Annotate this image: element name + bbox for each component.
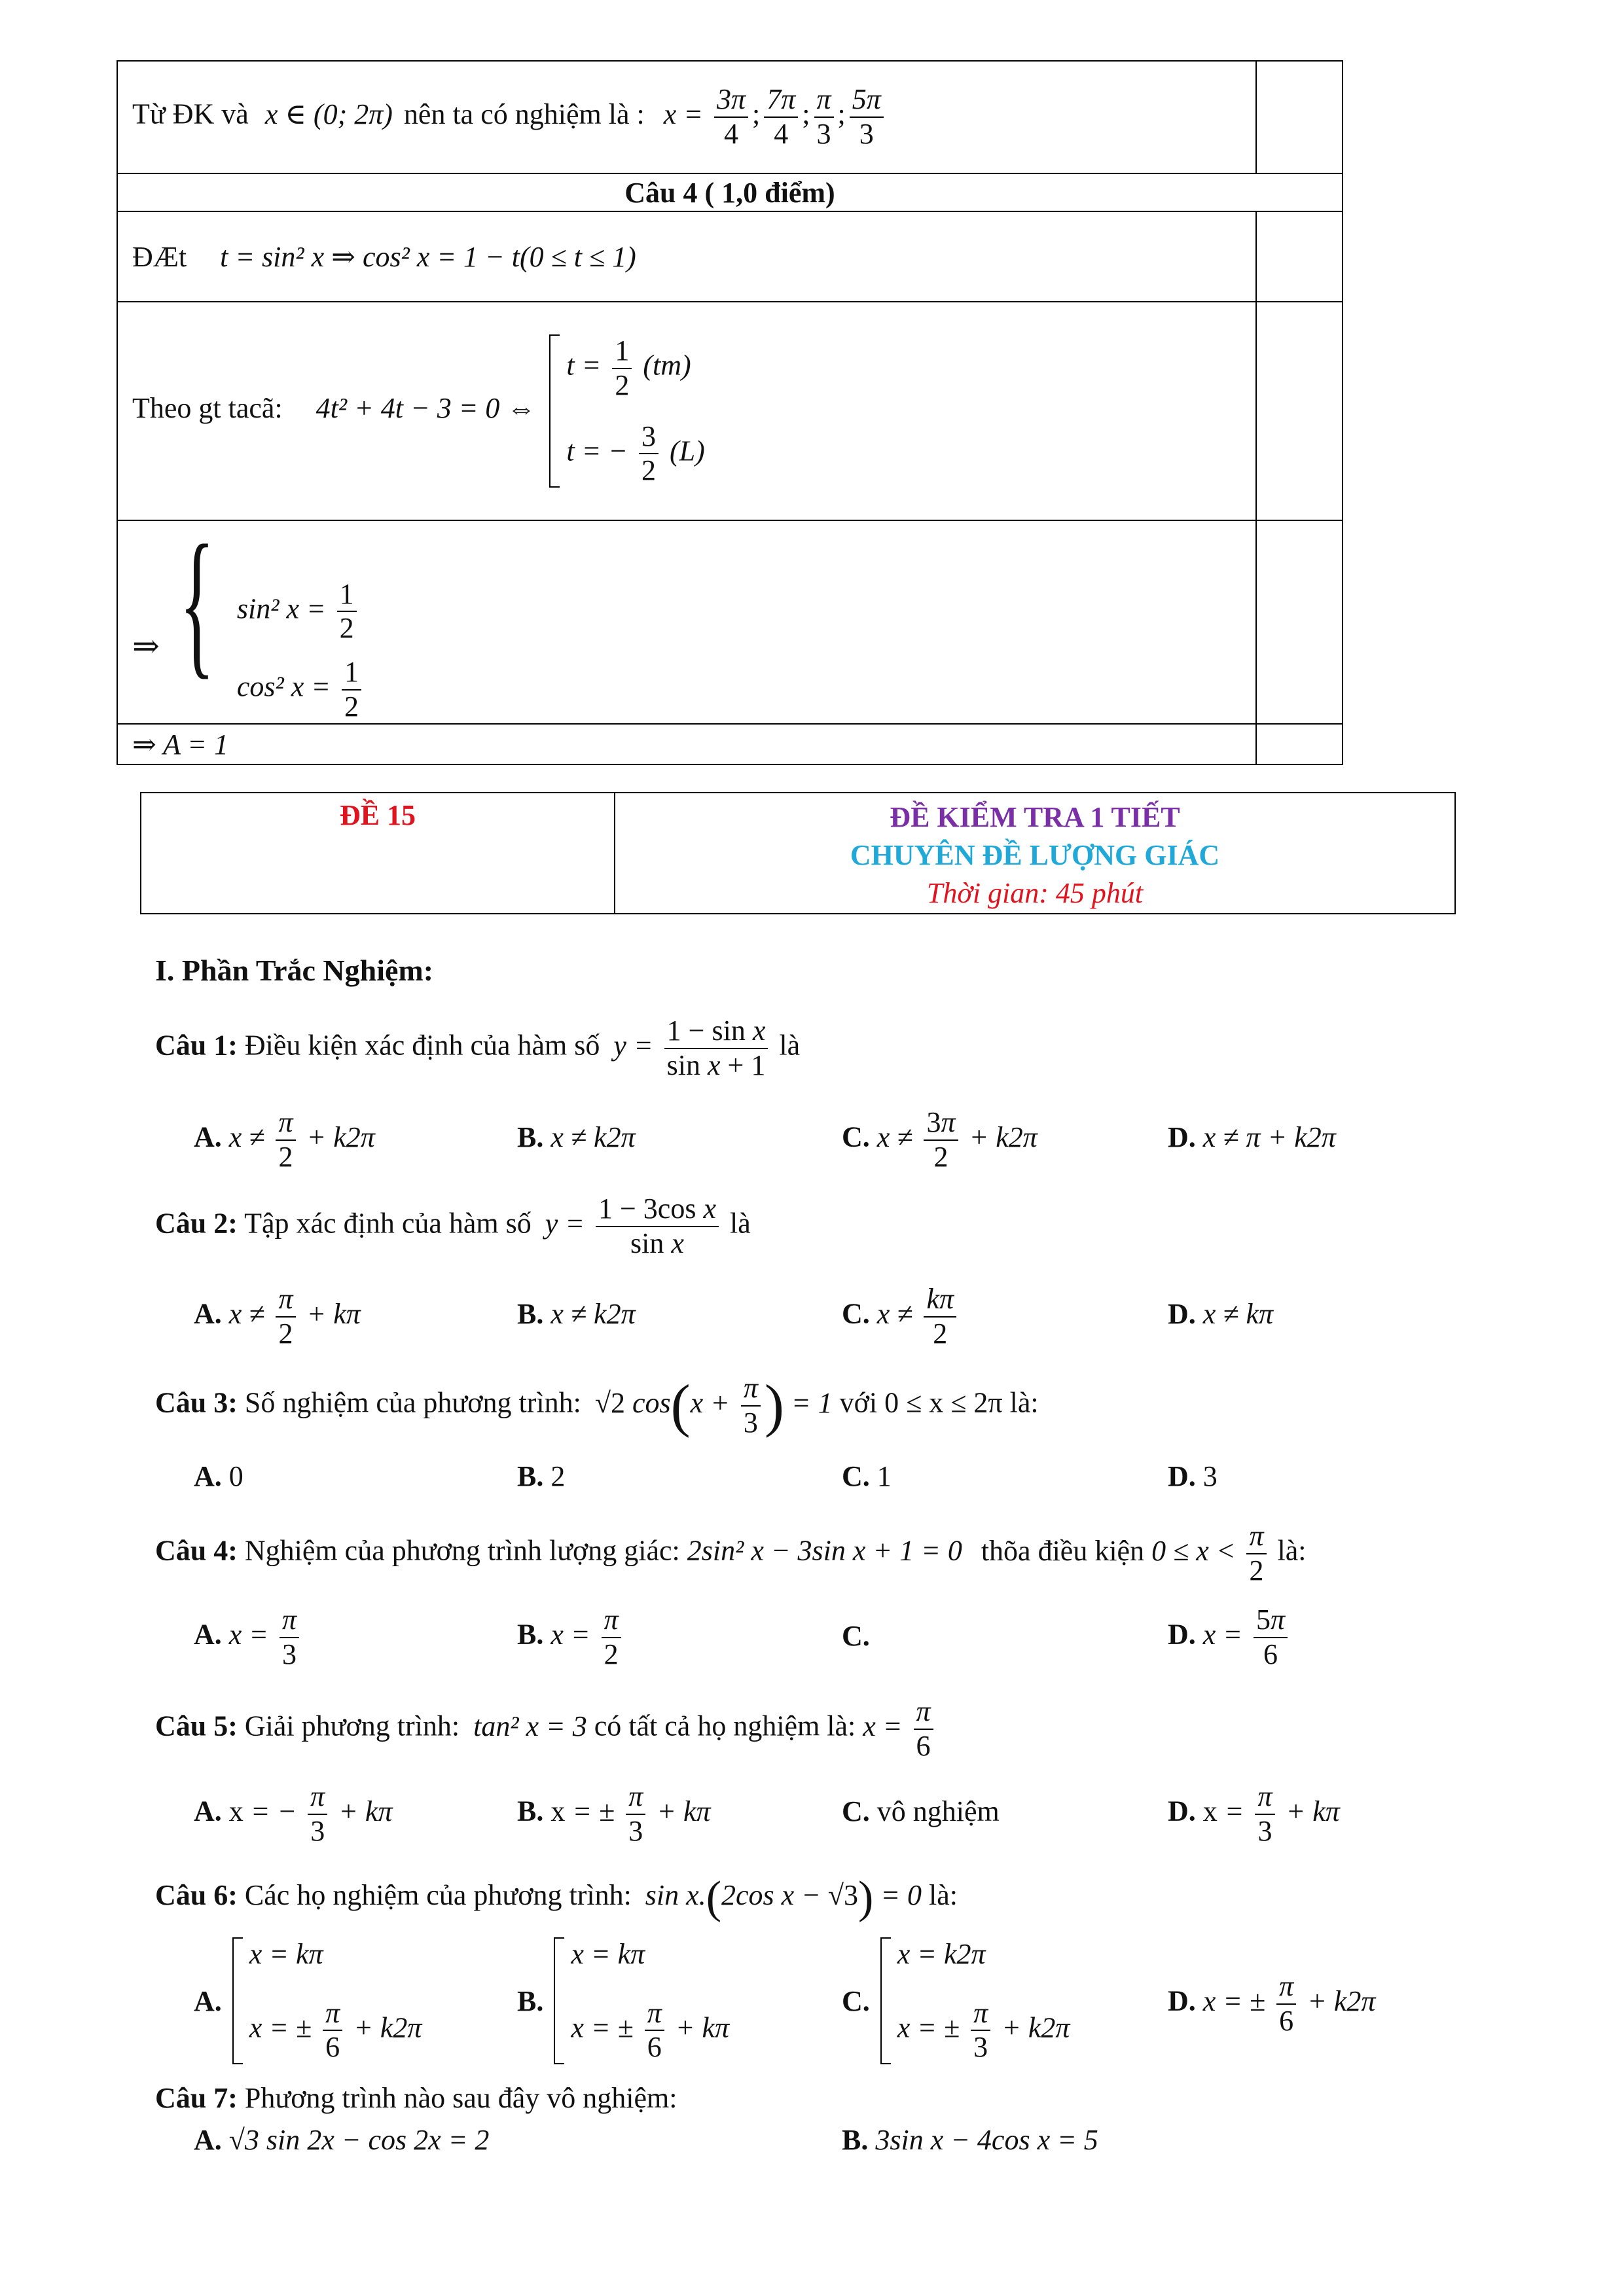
row1-text: Từ ĐK và bbox=[132, 98, 249, 131]
question-5 bbox=[155, 1695, 937, 1763]
section-title: I. Phần Trắc Nghiệm: bbox=[155, 954, 434, 987]
q2-option-a[interactable]: A. x ≠ $\frac{\pi}{2}$ + kπ bbox=[194, 1283, 361, 1350]
exam-title: ĐỀ KIỂM TRA 1 TIẾT bbox=[890, 801, 1180, 833]
q2-tail: là bbox=[729, 1207, 751, 1240]
row4-text: Theo gt tacã: bbox=[132, 392, 283, 425]
q1-option-d[interactable]: D. x ≠ π + k2π bbox=[1168, 1121, 1336, 1153]
row4-cases bbox=[549, 334, 704, 488]
solution-table bbox=[117, 60, 1343, 765]
q7-option-b[interactable]: B. 3sin x − 4cos x = 5 bbox=[842, 2124, 1098, 2156]
question-2 bbox=[155, 1193, 751, 1260]
q2-option-b[interactable]: B. x ≠ k2π bbox=[517, 1298, 636, 1330]
q1-tail: là bbox=[779, 1029, 801, 1062]
q5-mid: có tất cả họ nghiệm là: bbox=[594, 1710, 856, 1742]
score-cell-6 bbox=[1256, 724, 1343, 764]
q1-option-a[interactable]: A. x ≠ $\frac{\pi}{2}$ + k2π bbox=[194, 1106, 375, 1173]
q7-option-a[interactable]: A. √3 sin 2x − cos 2x = 2 bbox=[194, 2124, 490, 2156]
row3-math: t = sin² x ⇒ cos² x = 1 − t(0 ≤ t ≤ 1) bbox=[220, 240, 636, 273]
score-cell-5 bbox=[1256, 520, 1343, 724]
score-cell-1 bbox=[1256, 61, 1343, 173]
q1-option-c[interactable]: C. x ≠ $\frac{3\pi}{2}$ + k2π bbox=[842, 1106, 1038, 1173]
q3-tail: với 0 ≤ x ≤ 2π là: bbox=[839, 1386, 1039, 1419]
score-cell-3 bbox=[1256, 211, 1343, 302]
row5-line-2: cos² x = $\frac{1}{2}$ bbox=[237, 656, 365, 723]
q3-option-b[interactable]: B. 2 bbox=[517, 1460, 566, 1492]
score-cell-4 bbox=[1256, 302, 1343, 520]
exam-topic: CHUYÊN ĐỀ LƯỢNG GIÁC bbox=[850, 839, 1220, 871]
q6-option-a[interactable]: A. x = kπ x = ± $\frac{\pi}{6}$ + k2π bbox=[194, 1938, 422, 2064]
q5-label: Câu 5: bbox=[155, 1710, 238, 1742]
row1-answer-x: x = bbox=[663, 98, 703, 131]
question-3 bbox=[155, 1372, 1039, 1439]
row3-text: ĐÆt bbox=[132, 240, 187, 273]
q3-option-d[interactable]: D. 3 bbox=[1168, 1460, 1218, 1492]
q4-label: Câu 4: bbox=[155, 1534, 238, 1567]
q2-label: Câu 2: bbox=[155, 1207, 238, 1240]
q6-option-d[interactable]: D. x = ± $\frac{\pi}{6}$ + k2π bbox=[1168, 1970, 1376, 2037]
q7-label: Câu 7: bbox=[155, 2082, 238, 2114]
solution-row-5 bbox=[117, 512, 1256, 724]
solution-row-1: Từ ĐK và x ∈ (0; 2π) nên ta có nghiệm là : x = $\frac{3\pi}{4}$ ; $\frac{7\pi}{4}$ ; $\frac{\pi}{3}$ ; $\frac{5\pi}{3}$ bbox=[117, 61, 1256, 173]
q2-formula: y = $\frac{\text{1 − 3cos x}}{\text{sin x}}$ bbox=[545, 1208, 723, 1240]
q1-text: Điều kiện xác định của hàm số bbox=[244, 1029, 600, 1062]
q4-text: Nghiệm của phương trình lượng giác: bbox=[244, 1534, 680, 1567]
implies-symbol: ⇒ bbox=[132, 628, 160, 664]
q4-mid: thõa điều kiện bbox=[981, 1534, 1145, 1567]
q5-option-c[interactable]: C. vô nghiệm bbox=[842, 1795, 1000, 1827]
q6-tail: là: bbox=[929, 1879, 958, 1912]
row5-line-1: sin² x = $\frac{1}{2}$ bbox=[237, 578, 365, 645]
solution-row-4 bbox=[117, 302, 1256, 520]
question-1 bbox=[155, 1014, 800, 1082]
q1-formula: y = $\frac{\text{1 − sin x}}{\text{sin x + 1}}$ bbox=[613, 1030, 772, 1062]
q5-tail-math: x = $\frac{\pi}{6}$ bbox=[863, 1710, 937, 1742]
exam-code: ĐỀ 15 bbox=[141, 793, 615, 914]
q4-option-a[interactable]: A. x = $\frac{\pi}{3}$ bbox=[194, 1604, 303, 1671]
q3-option-a[interactable]: A. 0 bbox=[194, 1460, 244, 1492]
q3-option-c[interactable]: C. 1 bbox=[842, 1460, 892, 1492]
q6-text: Các họ nghiệm của phương trình: bbox=[244, 1879, 632, 1912]
cau4-header: Câu 4 ( 1,0 điểm) bbox=[117, 173, 1343, 211]
q4-option-c[interactable]: C. bbox=[842, 1620, 870, 1652]
q5-text: Giải phương trình: bbox=[244, 1710, 460, 1742]
exam-duration: Thời gian: 45 phút bbox=[926, 877, 1144, 909]
q5-formula: tan² x = 3 bbox=[473, 1710, 587, 1742]
row1-frac-3: $\frac{\pi}{3}$ bbox=[814, 83, 834, 151]
curly-brace: { bbox=[179, 512, 215, 693]
exam-title-cell bbox=[615, 793, 1455, 914]
solution-row-3 bbox=[117, 211, 1256, 302]
q3-label: Câu 3: bbox=[155, 1386, 238, 1419]
q2-text: Tập xác định của hàm số bbox=[244, 1207, 532, 1240]
q4-cond: 0 ≤ x < $\frac{\pi}{2}$ bbox=[1151, 1535, 1270, 1567]
row1-frac-1: $\frac{3\pi}{4}$ bbox=[714, 83, 748, 151]
q2-option-c[interactable]: C. x ≠ $\frac{k\pi}{2}$ bbox=[842, 1283, 960, 1350]
q6-label: Câu 6: bbox=[155, 1879, 238, 1912]
q4-option-d[interactable]: D. x = $\frac{5\pi}{6}$ bbox=[1168, 1604, 1291, 1671]
row5-system bbox=[237, 578, 365, 723]
q3-text: Số nghiệm của phương trình: bbox=[244, 1386, 581, 1419]
row4-case-1: t = $\frac{1}{2}$ (tm) bbox=[566, 334, 691, 401]
q4-tail: là: bbox=[1277, 1534, 1307, 1567]
q7-text: Phương trình nào sau đây vô nghiệm: bbox=[244, 2082, 677, 2114]
q6-option-c[interactable]: C. x = k2π x = ± $\frac{\pi}{3}$ + k2π bbox=[842, 1938, 1070, 2064]
row1-mid: nên ta có nghiệm là : bbox=[403, 98, 645, 131]
solution-row-6: ⇒ A = 1 bbox=[117, 724, 1256, 764]
row1-frac-2: $\frac{7\pi}{4}$ bbox=[764, 83, 798, 151]
row1-cond: x ∈ (0; 2π) bbox=[264, 98, 393, 131]
square-bracket bbox=[549, 334, 560, 488]
question-4 bbox=[155, 1520, 1307, 1587]
row4-case-2: t = − $\frac{3}{2}$ (L) bbox=[566, 420, 705, 487]
question-6 bbox=[155, 1872, 958, 1924]
q5-option-b[interactable]: B. x = ± $\frac{\pi}{3}$ + kπ bbox=[517, 1780, 711, 1847]
q4-option-b[interactable]: B. x = $\frac{\pi}{2}$ bbox=[517, 1604, 625, 1671]
q2-option-d[interactable]: D. x ≠ kπ bbox=[1168, 1298, 1274, 1330]
q6-option-b[interactable]: B. x = kπ x = ± $\frac{\pi}{6}$ + kπ bbox=[517, 1938, 730, 2064]
row4-eq: 4t² + 4t − 3 = 0 ⇔ bbox=[316, 392, 536, 425]
question-7 bbox=[155, 2081, 677, 2115]
q1-label: Câu 1: bbox=[155, 1029, 238, 1062]
q3-formula: √2 cos(x + $\frac{\pi}{3}$ ) = 1 bbox=[594, 1372, 833, 1439]
q6-formula: sin x.(2cos x − √3) = 0 bbox=[645, 1873, 922, 1923]
q1-option-b[interactable]: B. x ≠ k2π bbox=[517, 1121, 636, 1153]
q5-option-a[interactable]: A. x = − $\frac{\pi}{3}$ + kπ bbox=[194, 1780, 393, 1847]
row1-frac-4: $\frac{5\pi}{3}$ bbox=[850, 83, 884, 151]
q4-formula: 2sin² x − 3sin x + 1 = 0 bbox=[687, 1534, 962, 1567]
exam-header-table bbox=[140, 792, 1456, 914]
q5-option-d[interactable]: D. x = $\frac{\pi}{3}$ + kπ bbox=[1168, 1780, 1340, 1847]
